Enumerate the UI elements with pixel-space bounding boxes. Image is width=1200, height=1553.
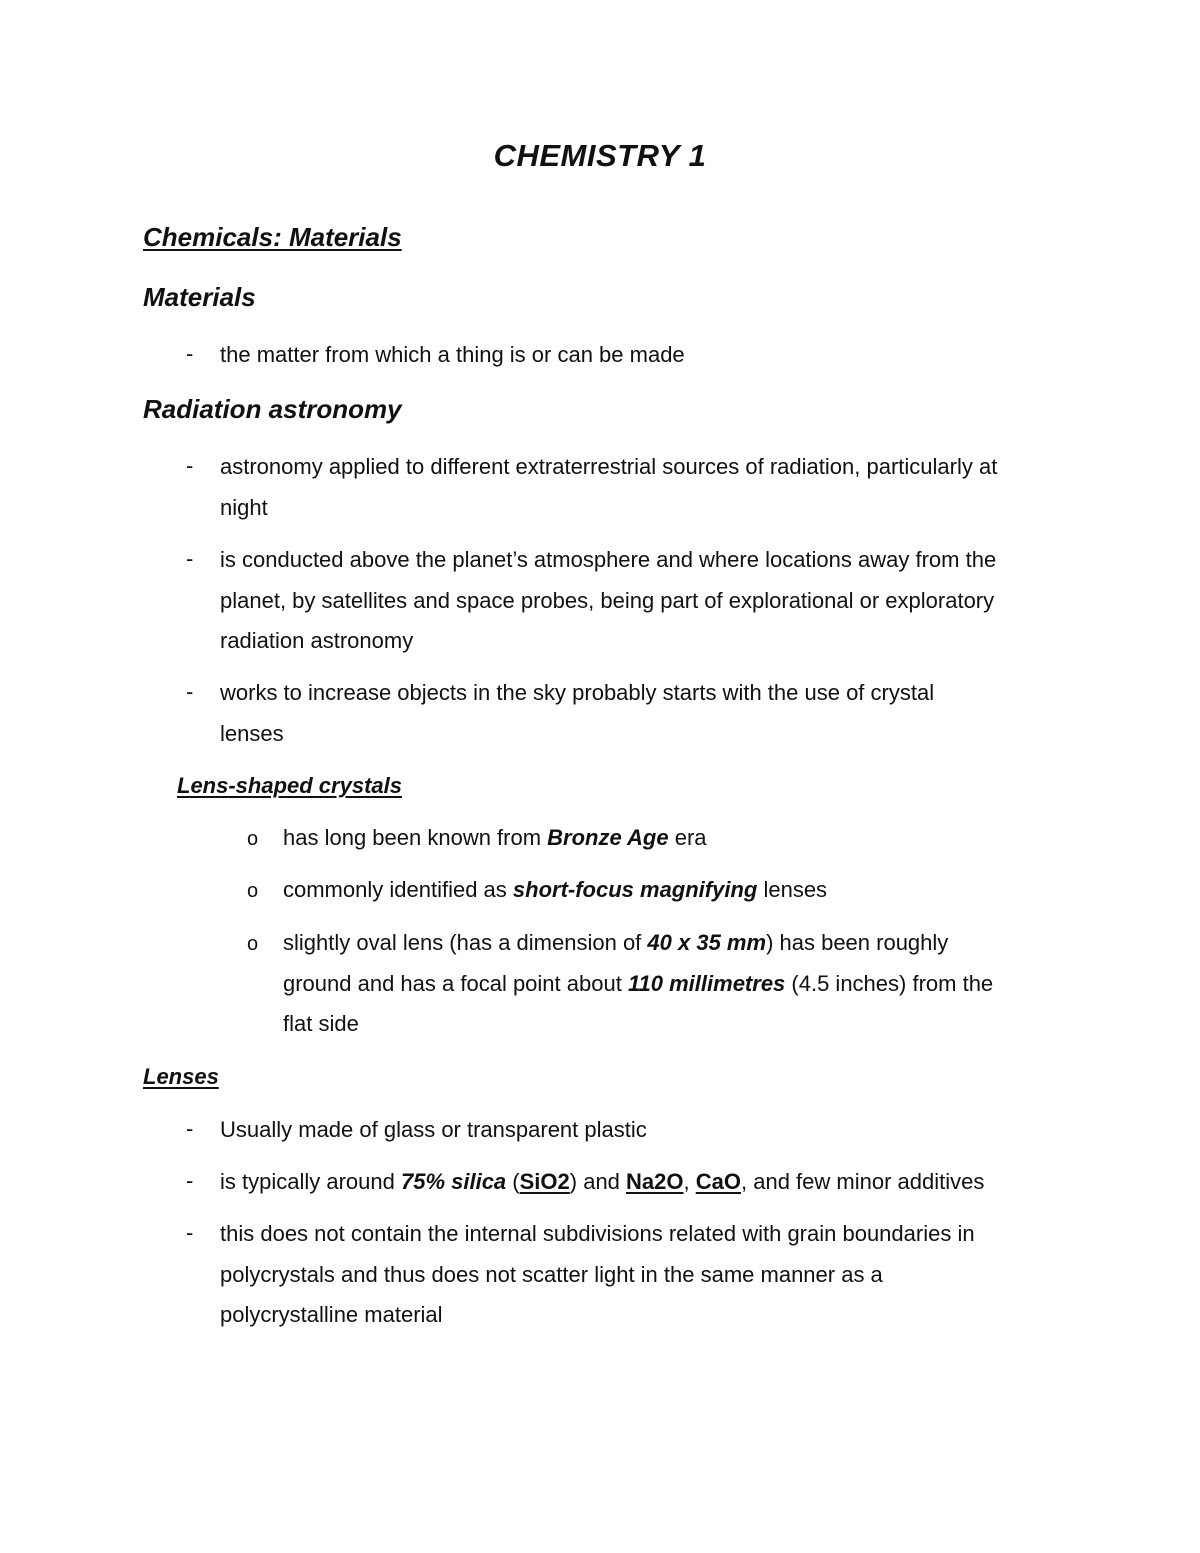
lenses-bullet-1: Usually made of glass or transparent plastic bbox=[220, 1117, 647, 1142]
cao-formula: CaO bbox=[695, 1169, 741, 1194]
lens-crystals-item-3-line-1: slightly oval lens (has a dimension of 40 x 35 mm) has been roughly bbox=[283, 930, 949, 955]
lenses-bullet-3-line-3: polycrystalline material bbox=[220, 1302, 443, 1327]
bullet-dash: - bbox=[186, 453, 194, 478]
lens-crystals-item-3-line-2: ground and has a focal point about 110 millimetres (4.5 inches) from the bbox=[283, 971, 994, 996]
bullet-dash: - bbox=[186, 1220, 194, 1245]
bullet-dash: - bbox=[186, 341, 194, 366]
bullet-circle: o bbox=[247, 828, 259, 850]
lenses-bullet-2: is typically around 75% silica (SiO2) and Na2O, CaO, and few minor additives bbox=[220, 1169, 985, 1194]
radiation-bullet-1-line-1: astronomy applied to different extraterrestrial sources of radiation, particularly at bbox=[220, 454, 998, 479]
page-title: CHEMISTRY 1 bbox=[493, 138, 707, 173]
bullet-dash: - bbox=[186, 1168, 194, 1193]
lenses-heading: Lenses bbox=[143, 1064, 219, 1089]
radiation-bullet-2-line-1: is conducted above the planet’s atmosphere and where locations away from the bbox=[220, 547, 997, 572]
radiation-heading: Radiation astronomy bbox=[143, 394, 402, 424]
bullet-circle: o bbox=[247, 933, 259, 955]
materials-heading: Materials bbox=[143, 282, 256, 312]
lens-crystals-heading: Lens-shaped crystals bbox=[177, 773, 402, 798]
lens-crystals-item-1: has long been known from Bronze Age era bbox=[283, 825, 707, 850]
lenses-bullet-3-line-2: polycrystals and thus does not scatter light in the same manner as a bbox=[220, 1262, 883, 1287]
lens-crystals-item-2: commonly identified as short-focus magnifying lenses bbox=[283, 877, 828, 902]
materials-definition: the matter from which a thing is or can be made bbox=[220, 342, 685, 367]
section-heading: Chemicals: Materials bbox=[143, 222, 402, 252]
bullet-dash: - bbox=[186, 1116, 194, 1141]
radiation-bullet-3-line-1: works to increase objects in the sky probably starts with the use of crystal bbox=[220, 680, 935, 705]
radiation-bullet-2-line-2: planet, by satellites and space probes, being part of explorational or exploratory bbox=[220, 588, 995, 613]
bullet-dash: - bbox=[186, 546, 194, 571]
lenses-bullet-3-line-1: this does not contain the internal subdivisions related with grain boundaries in bbox=[220, 1221, 975, 1246]
lens-crystals-item-3-line-3: flat side bbox=[283, 1011, 359, 1036]
radiation-bullet-1-line-2: night bbox=[220, 495, 268, 520]
sio2-formula: SiO2 bbox=[519, 1169, 570, 1194]
bullet-dash: - bbox=[186, 679, 194, 704]
radiation-bullet-2-line-3: radiation astronomy bbox=[220, 628, 414, 653]
radiation-bullet-3-line-2: lenses bbox=[220, 721, 284, 746]
bullet-circle: o bbox=[247, 880, 259, 902]
na2o-formula: Na2O bbox=[626, 1169, 684, 1194]
